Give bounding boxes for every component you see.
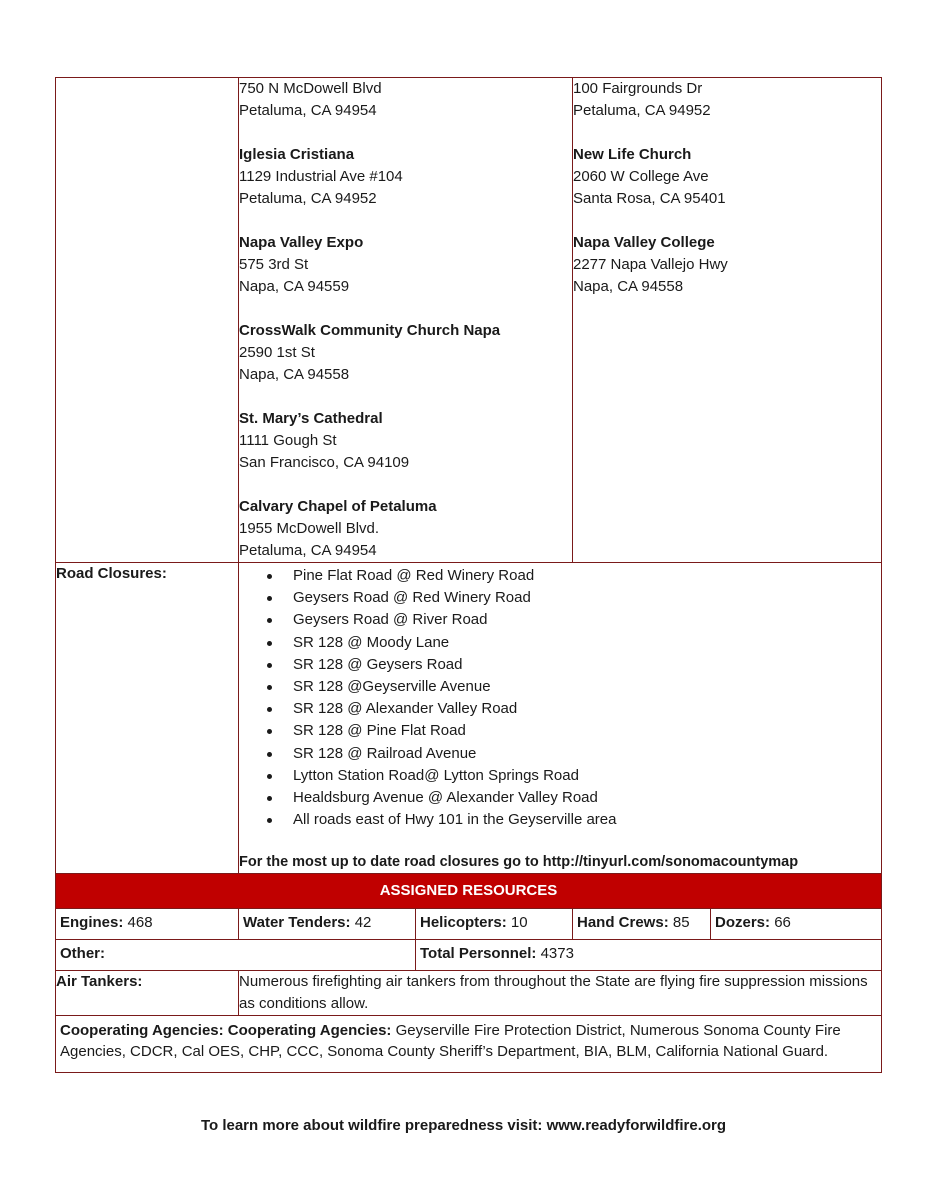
road-closure-item: All roads east of Hwy 101 in the Geyserville area [293,809,881,831]
shelter-site [239,232,572,298]
shelter-site [573,144,881,210]
resource-counts-row [56,909,882,940]
shelter-address-line: Napa, CA 94559 [239,278,350,295]
road-closure-item: SR 128 @ Pine Flat Road [293,720,881,742]
shelter-site [573,78,881,122]
total-personnel-value: 4373 [540,945,574,963]
helicopters-value: 10 [510,914,528,932]
footer-preparedness-link[interactable]: To learn more about wildfire preparedness visit: www.readyforwildfire.org [200,1117,727,1134]
air-tankers-label: Air Tankers: [56,973,143,991]
shelter-name: St. Mary’s Cathedral [239,410,383,427]
road-closure-item: Pine Flat Road @ Red Winery Road [293,565,881,587]
road-closure-item: Geysers Road @ River Road [293,609,881,631]
shelter-address-line: Petaluma, CA 94952 [239,190,377,207]
engines-label: Engines: [60,914,124,932]
cooperating-agencies-cell [56,1016,882,1073]
shelter-address-line: 575 3rd St [239,256,309,273]
road-closures-link-note[interactable]: For the most up to date road closures go to http://tinyurl.com/sonomacountymap [239,854,799,871]
helicopters-cell [416,909,573,940]
shelter-address-line: Santa Rosa, CA 95401 [573,190,726,207]
shelter-address-line: 2277 Napa Vallejo Hwy [573,256,728,273]
assigned-resources-banner: ASSIGNED RESOURCES [56,874,882,909]
road-closure-item: SR 128 @ Railroad Avenue [293,743,881,765]
assigned-resources-banner-row [56,874,882,909]
shelter-address-line: Petaluma, CA 94954 [239,542,377,559]
shelter-address-line: 1111 Gough St [239,432,337,449]
helicopters-label: Helicopters: [420,914,507,932]
shelter-name: Iglesia Cristiana [239,146,355,163]
other-label: Other: [60,945,105,963]
road-closure-item: Lytton Station Road@ Lytton Springs Road [293,765,881,787]
cooperating-agencies-text: Geyserville Fire Protection District, Numerous Sonoma County Fire Agencies, CDCR, Cal OES, CHP, CCC, Sonoma County Sheriff’s Department, BIA, BLM, California National Guard. [60,1022,841,1061]
road-closures-label: Road Closures: [56,565,167,582]
road-closures-content [239,563,882,874]
road-closure-item: Healdsburg Avenue @ Alexander Valley Road [293,787,881,809]
dozers-value: 66 [774,914,791,932]
shelter-site [239,408,572,474]
road-closure-item: SR 128 @ Alexander Valley Road [293,698,881,720]
shelter-address-line: 2060 W College Ave [573,168,709,185]
shelter-name: Napa Valley Expo [239,234,364,251]
shelter-site [239,144,572,210]
road-closure-item: SR 128 @ Geysers Road [293,654,881,676]
shelter-address-line: 1129 Industrial Ave #104 [239,168,403,185]
shelter-name: New Life Church [573,146,692,163]
total-personnel-cell [416,940,882,971]
hand-crews-label: Hand Crews: [577,914,669,932]
shelter-address-line: Napa, CA 94558 [573,278,684,295]
shelters-label-cell [56,78,239,563]
air-tankers-text: Numerous firefighting air tankers from throughout the State are flying fire suppression missions as conditions allow. [239,971,882,1016]
air-tankers-label-cell [56,971,239,1016]
cooperating-agencies-row [56,1016,882,1073]
shelter-site [239,78,572,122]
air-tankers-row [56,971,882,1016]
shelter-address-line: Napa, CA 94558 [239,366,350,383]
shelter-site [239,496,572,562]
road-closures-label-cell [56,563,239,874]
engines-cell [56,909,239,940]
shelter-address-line: San Francisco, CA 94109 [239,454,410,471]
shelters-row [56,78,882,563]
road-closure-item: SR 128 @ Moody Lane [293,632,881,654]
shelter-address-line: 1955 McDowell Blvd. [239,520,380,537]
water-tenders-cell [239,909,416,940]
total-personnel-label: Total Personnel: [420,945,537,963]
other-cell [56,940,416,971]
shelter-address-line: 100 Fairgrounds Dr [573,80,703,97]
water-tenders-value: 42 [354,914,372,932]
shelter-address-line: Petaluma, CA 94954 [239,102,377,119]
dozers-cell [711,909,882,940]
dozers-label: Dozers: [715,914,771,932]
shelter-address-line: 2590 1st St [239,344,315,361]
road-closure-item: SR 128 @Geyserville Avenue [293,676,881,698]
cooperating-agencies-label: Cooperating Agencies: Cooperating Agencies: [60,1022,392,1040]
shelter-name: Napa Valley College [573,234,715,251]
shelter-site [573,232,881,298]
hand-crews-cell [573,909,711,940]
shelter-name: CrossWalk Community Church Napa [239,322,501,339]
road-closures-row [56,563,882,874]
shelter-address-line: Petaluma, CA 94952 [573,102,711,119]
shelter-address-line: 750 N McDowell Blvd [239,80,382,97]
shelter-name: Calvary Chapel of Petaluma [239,498,437,515]
other-personnel-row [56,940,882,971]
shelters-column-b [573,78,882,563]
road-closure-item: Geysers Road @ Red Winery Road [293,587,881,609]
shelters-column-a [239,78,573,563]
incident-report-table [55,77,882,1073]
shelter-site [239,320,572,386]
water-tenders-label: Water Tenders: [243,914,351,932]
road-closures-list [239,565,881,831]
engines-value: 468 [127,914,153,932]
hand-crews-value: 85 [672,914,690,932]
